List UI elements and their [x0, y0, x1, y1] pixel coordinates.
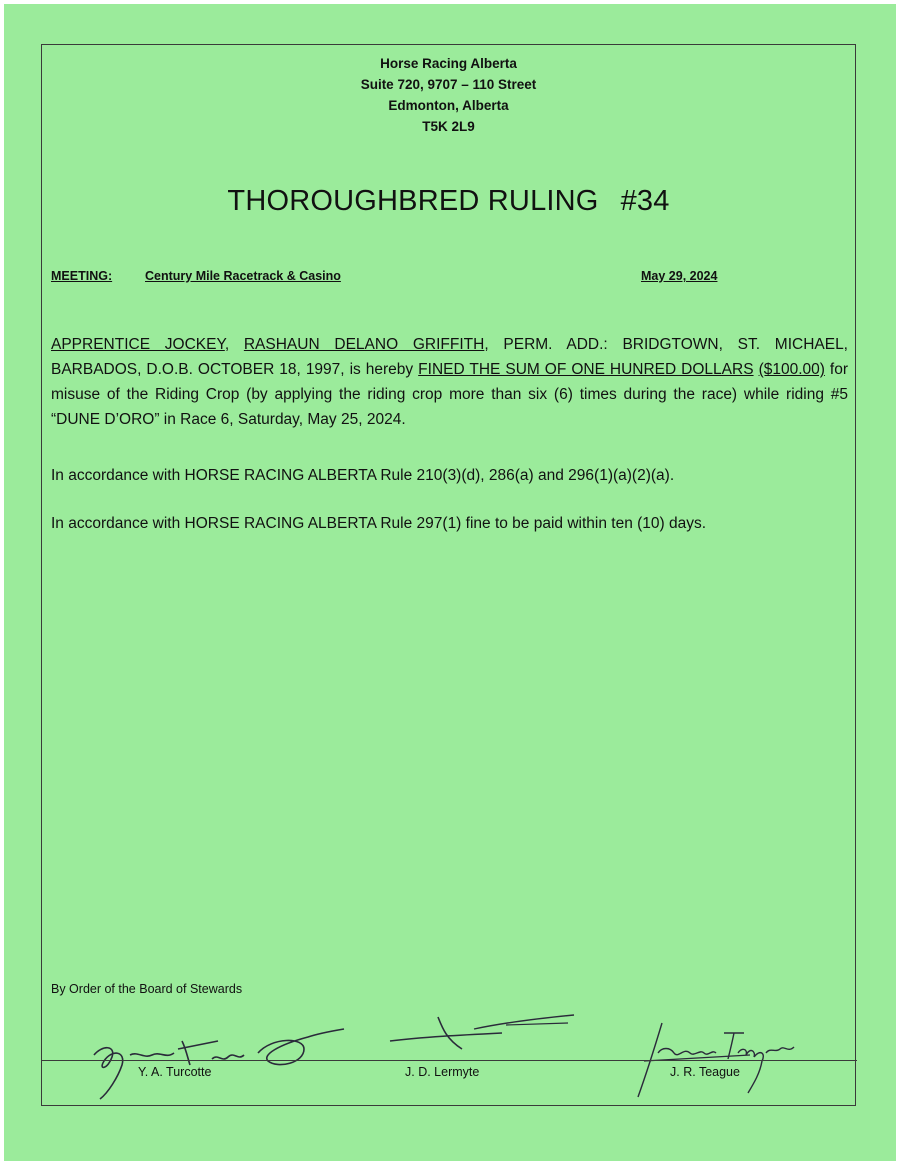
signature-turcotte — [82, 1015, 342, 1095]
order-line: By Order of the Board of Stewards — [51, 982, 243, 996]
document-border — [41, 44, 856, 1106]
signature-line — [42, 1060, 857, 1061]
ruling-details: , PERM. ADD.: BRIDGTOWN, ST. MICHAEL, BARBADOS, D.O.B. OCTOBER 18, 1997, is hereby — [51, 336, 848, 378]
signature-teague — [620, 1013, 820, 1103]
payment-paragraph: In accordance with HORSE RACING ALBERTA Rule 297(1) fine to be paid within ten (10) days. — [51, 515, 707, 532]
steward-name-2: J. D. Lermyte — [405, 1065, 480, 1079]
address-line-1: Suite 720, 9707 – 110 Street — [360, 77, 537, 92]
rules-paragraph: In accordance with HORSE RACING ALBERTA Rule 210(3)(d), 286(a) and 296(1)(a)(2)(a). — [51, 467, 675, 484]
ruling-fine-phrase: FINED THE SUM OF ONE HUNRED DOLLARS — [418, 361, 754, 378]
steward-name-1: Y. A. Turcotte — [138, 1065, 212, 1079]
ruling-number: #34 — [620, 185, 670, 217]
ruling-fine-amount: ($100.00) — [758, 361, 825, 378]
signature-lermyte — [382, 1005, 582, 1065]
meeting-venue: Century Mile Racetrack & Casino — [145, 269, 341, 283]
letterhead — [42, 53, 855, 137]
ruling-date: May 29, 2024 — [641, 269, 718, 283]
postal-code: T5K 2L9 — [422, 119, 475, 134]
title-text: THOROUGHBRED RULING — [227, 185, 599, 217]
organization-name: Horse Racing Alberta — [380, 56, 517, 71]
signature-block — [42, 1005, 857, 1105]
steward-name-3: J. R. Teague — [670, 1065, 740, 1079]
ruling-paragraph: APPRENTICE JOCKEY, RASHAUN DELANO GRIFFITH, PERM. ADD.: BRIDGTOWN, ST. MICHAEL, BARBADOS, D.O.B. OCTOBER 18, 1997, is hereby FINED THE SUM OF ONE HUNRED DOLLARS ($100.00) for misuse of the Riding Crop (by applying the riding crop more than six (6) times during the race) while riding #5 “DUNE D’ORO” in Race 6, Saturday, May 25, 2024. — [51, 336, 848, 428]
ruling-role: APPRENTICE JOCKEY — [51, 336, 225, 353]
ruling-person-name: RASHAUN DELANO GRIFFITH — [243, 336, 485, 353]
ruling-document — [4, 4, 896, 1161]
ruling-reason: for misuse of the Riding Crop (by applying the riding crop more than six (6) times during the race) while riding #5 “DUNE D’ORO” in Race 6, Saturday, May 25, 2024. — [51, 361, 848, 428]
address-line-2: Edmonton, Alberta — [388, 98, 509, 113]
meeting-label: MEETING: — [51, 269, 113, 283]
document-title — [42, 185, 855, 218]
